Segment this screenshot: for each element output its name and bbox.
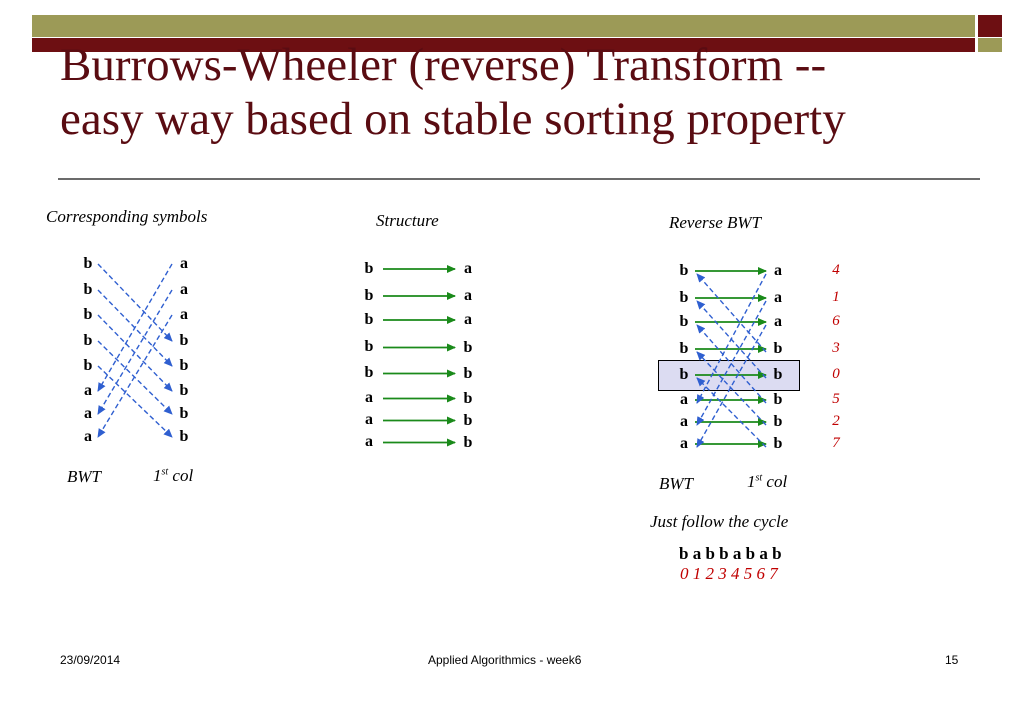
- left-first-col-suffix: col: [168, 466, 194, 485]
- title-line-2: easy way based on stable sorting property: [60, 93, 846, 145]
- mid-bwt-symbol: b: [364, 287, 374, 304]
- caption-reverse-bwt: Reverse BWT: [669, 213, 762, 232]
- right-bwt-symbol: a: [680, 435, 688, 452]
- caption-corresponding-symbols: Corresponding symbols: [46, 207, 208, 226]
- mid-bwt-symbol: b: [364, 338, 374, 355]
- mid-bwt-symbol: b: [364, 311, 374, 328]
- right-bwt-symbol: b: [679, 366, 689, 383]
- right-first-col-symbol: a: [774, 313, 782, 330]
- mid-first-col-symbol: b: [463, 365, 473, 382]
- right-first-col-symbol: b: [773, 340, 783, 357]
- mid-bwt-symbol: a: [365, 433, 373, 450]
- left-link-arrow: [98, 264, 172, 391]
- left-first-col-num: 1: [153, 466, 162, 485]
- left-first-col-symbol: b: [179, 428, 189, 445]
- cycle-sequence: b a b b a b a b: [679, 544, 782, 563]
- left-link-arrow: [98, 290, 172, 414]
- right-index-label: 6: [832, 313, 840, 329]
- mid-bwt-symbol: b: [364, 260, 374, 277]
- left-bwt-symbol: b: [83, 306, 93, 323]
- right-first-col-symbol: b: [773, 391, 783, 408]
- left-bwt-symbol: a: [84, 405, 92, 422]
- cycle-positions: 0 1 2 3 4 5 6 7: [680, 564, 778, 583]
- left-first-col-symbol: a: [180, 281, 188, 298]
- right-index-label: 4: [832, 262, 840, 278]
- right-index-label: 0: [832, 366, 840, 382]
- footer-date: 23/09/2014: [60, 653, 121, 667]
- left-link-arrow: [98, 315, 172, 437]
- right-index-label: 3: [832, 340, 840, 356]
- right-index-label: 2: [832, 413, 840, 429]
- right-index-label: 7: [832, 435, 840, 451]
- left-first-col-symbol: b: [179, 382, 189, 399]
- footer-course: Applied Algorithmics - week6: [428, 653, 582, 667]
- right-index-label: 1: [832, 289, 840, 305]
- right-first-col-symbol: b: [773, 413, 783, 430]
- right-bwt-symbol: b: [679, 313, 689, 330]
- mid-first-col-symbol: b: [463, 390, 473, 407]
- left-bwt-label: BWT: [67, 467, 101, 486]
- right-first-col-suffix: col: [762, 472, 788, 491]
- mid-bwt-symbol: a: [365, 389, 373, 406]
- right-bwt-label: BWT: [659, 474, 693, 493]
- mid-bwt-symbol: a: [365, 411, 373, 428]
- mid-bwt-symbol: b: [364, 364, 374, 381]
- mid-first-col-symbol: b: [463, 339, 473, 356]
- right-first-col-label: [747, 472, 787, 492]
- right-bwt-symbol: a: [680, 391, 688, 408]
- right-first-col-symbol: a: [774, 289, 782, 306]
- right-cycle-arrow: [697, 274, 766, 403]
- right-bwt-symbol: b: [679, 340, 689, 357]
- left-first-col-label: [153, 466, 193, 486]
- mid-first-col-symbol: b: [463, 412, 473, 429]
- left-first-col-symbol: b: [179, 405, 189, 422]
- mid-first-col-symbol: a: [464, 260, 472, 277]
- mid-first-col-symbol: a: [464, 311, 472, 328]
- right-first-col-symbol: a: [774, 262, 782, 279]
- right-bwt-symbol: a: [680, 413, 688, 430]
- right-first-col-symbol: b: [773, 435, 783, 452]
- mid-first-col-symbol: a: [464, 287, 472, 304]
- left-bwt-symbol: a: [84, 428, 92, 445]
- right-cycle-arrow: [697, 325, 766, 403]
- mid-first-col-symbol: b: [463, 434, 473, 451]
- right-first-col-num: 1: [747, 472, 756, 491]
- left-first-col-symbol: b: [179, 357, 189, 374]
- left-first-col-symbol: a: [180, 306, 188, 323]
- left-bwt-symbol: a: [84, 382, 92, 399]
- left-first-col-symbol: b: [179, 332, 189, 349]
- right-cycle-arrow: [697, 325, 766, 447]
- left-bwt-symbol: b: [83, 332, 93, 349]
- footer-page-number: 15: [945, 653, 959, 667]
- left-first-col-sup: st: [161, 466, 169, 478]
- caption-structure: Structure: [376, 211, 439, 230]
- title-line-1: Burrows-Wheeler (reverse) Transform --: [60, 39, 827, 91]
- right-index-label: 5: [832, 391, 840, 407]
- left-bwt-symbol: b: [83, 255, 93, 272]
- left-link-arrow: [98, 264, 172, 341]
- left-first-col-symbol: a: [180, 255, 188, 272]
- cycle-caption: Just follow the cycle: [650, 512, 789, 531]
- right-first-col-sup: st: [755, 472, 763, 484]
- left-bwt-symbol: b: [83, 281, 93, 298]
- right-first-col-symbol: b: [773, 366, 783, 383]
- left-bwt-symbol: b: [83, 357, 93, 374]
- right-bwt-symbol: b: [679, 262, 689, 279]
- right-bwt-symbol: b: [679, 289, 689, 306]
